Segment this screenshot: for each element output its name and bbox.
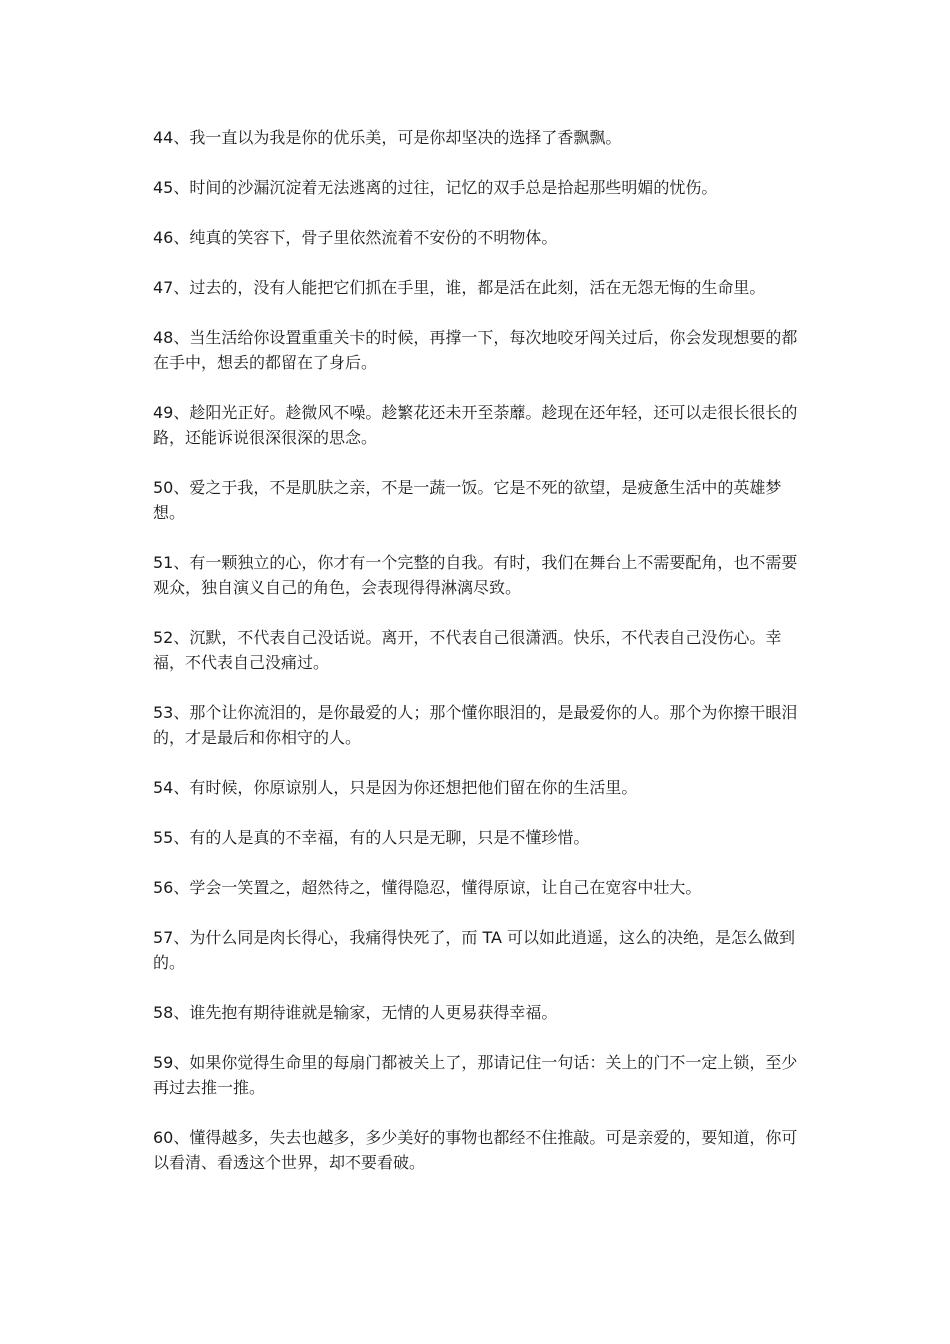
entry-47: 47、过去的，没有人能把它们抓在手里，谁，都是活在此刻，活在无怨无悔的生命里。 — [153, 278, 766, 297]
entry-50: 50、爱之于我，不是肌肤之亲，不是一蔬一饭。它是不死的欲望，是疲惫生活中的英雄梦想。 — [153, 478, 782, 522]
entry-46: 46、纯真的笑容下，骨子里依然流着不安份的不明物体。 — [153, 228, 558, 247]
entry-57: 57、为什么同是肉长得心，我痛得快死了，而 TA 可以如此逍遥，这么的决绝，是怎么做到的。 — [153, 928, 796, 972]
entry-60: 60、懂得越多，失去也越多，多少美好的事物也都经不住推敲。可是亲爱的，要知道，你可以看清、看透这个世界，却不要看破。 — [153, 1128, 798, 1172]
entry-59: 59、如果你觉得生命里的每扇门都被关上了，那请记住一句话：关上的门不一定上锁，至少再过去推一推。 — [153, 1053, 798, 1097]
entry-55: 55、有的人是真的不幸福，有的人只是无聊，只是不懂珍惜。 — [153, 828, 590, 847]
entry-44: 44、我一直以为我是你的优乐美，可是你却坚决的选择了香飘飘。 — [153, 128, 622, 147]
entry-51: 51、有一颗独立的心，你才有一个完整的自我。有时，我们在舞台上不需要配角，也不需要观众，独自演义自己的角色，会表现得得淋漓尽致。 — [153, 553, 798, 597]
entry-54: 54、有时候，你原谅别人，只是因为你还想把他们留在你的生活里。 — [153, 778, 638, 797]
document-page — [153, 125, 798, 1200]
entry-58: 58、谁先抱有期待谁就是输家，无情的人更易获得幸福。 — [153, 1003, 558, 1022]
entry-52: 52、沉默，不代表自己没话说。离开，不代表自己很潇洒。快乐，不代表自己没伤心。幸福，不代表自己没痛过。 — [153, 628, 782, 672]
entry-53: 53、那个让你流泪的，是你最爱的人；那个懂你眼泪的，是最爱你的人。那个为你擦干眼泪的，才是最后和你相守的人。 — [153, 703, 798, 747]
entry-48: 48、当生活给你设置重重关卡的时候，再撑一下，每次地咬牙闯关过后，你会发现想要的都在手中，想丢的都留在了身后。 — [153, 328, 798, 372]
entry-56: 56、学会一笑置之，超然待之，懂得隐忍，懂得原谅，让自己在宽容中壮大。 — [153, 878, 702, 897]
entry-49: 49、趁阳光正好。趁微风不噪。趁繁花还未开至荼蘼。趁现在还年轻，还可以走很长很长的路，还能诉说很深很深的思念。 — [153, 403, 798, 447]
entry-45: 45、时间的沙漏沉淀着无法逃离的过往，记忆的双手总是拾起那些明媚的忧伤。 — [153, 178, 718, 197]
